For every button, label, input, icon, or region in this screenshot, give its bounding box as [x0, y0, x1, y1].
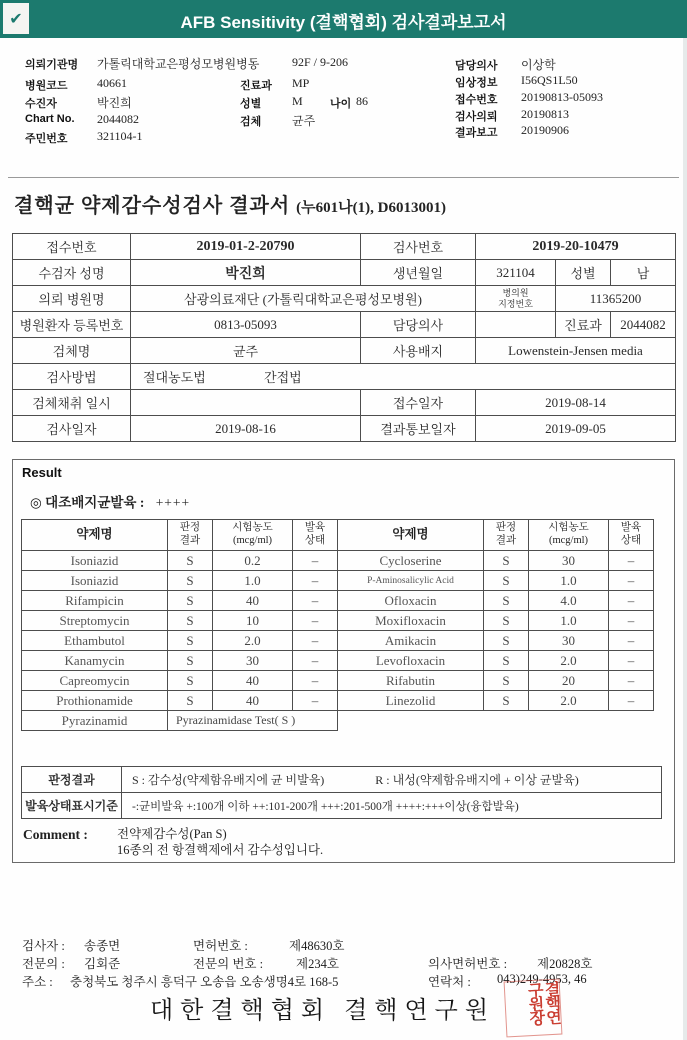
drug-name-cell: Cycloserine: [338, 551, 484, 571]
specimen-info-table: [12, 233, 676, 442]
judgment-cell: S: [484, 591, 529, 611]
info-value: 2019-20-10479: [476, 234, 676, 260]
dose-cell: 1.0: [529, 611, 609, 631]
judgment-cell: S: [484, 611, 529, 631]
judgment-cell: S: [484, 671, 529, 691]
resident-id-value: 321104-1: [97, 129, 143, 143]
judgment-cell: S: [168, 571, 213, 591]
drug-row: [22, 671, 654, 691]
drug-name-cell: Capreomycin: [22, 671, 168, 691]
growth-cell: –: [293, 671, 338, 691]
judgment-cell: S: [168, 591, 213, 611]
comment-line-1: 전약제감수성(Pan S): [117, 827, 227, 841]
resident-id-label: 주민번호: [25, 133, 68, 145]
info-label: 의뢰 병원명: [13, 286, 131, 312]
specimen-label: 검체: [240, 116, 262, 128]
dose-cell: 30: [529, 551, 609, 571]
judgment-cell: S: [168, 611, 213, 631]
dose-cell: 20: [529, 671, 609, 691]
info-row-dates: [13, 416, 676, 442]
info-label: 접수일자: [361, 390, 476, 416]
examiner-label: 검사자 :: [22, 939, 65, 953]
dose-header: [213, 520, 293, 551]
report-header-title: AFB Sensitivity (결핵협회) 검사결과보고서: [180, 13, 507, 32]
drug-row: [22, 631, 654, 651]
legend-judgment-content: [122, 767, 662, 793]
header-text: 결과: [179, 535, 201, 546]
legend-r-definition: R : 내성(약제함유배지에 + 이상 균발육): [375, 773, 579, 787]
result-section: [12, 459, 675, 863]
header-text: 약제명: [76, 527, 113, 542]
pyrazinamidase-test-cell: Pyrazinamidase Test( S ): [168, 711, 338, 731]
info-value: 321104: [476, 260, 556, 286]
drug-name-cell: Linezolid: [338, 691, 484, 711]
legend-s-definition: S : 감수성(약제함유배지에 균 비발육): [132, 773, 325, 787]
info-value: Lowenstein-Jensen media: [476, 338, 676, 364]
header-text: (mcg/ml): [548, 535, 589, 546]
judgment-cell: S: [168, 631, 213, 651]
dose-cell: 1.0: [529, 571, 609, 591]
report-title-code: (누601나(1), D6013001): [296, 200, 446, 216]
legend-table: [21, 766, 662, 819]
header-text: 결과: [495, 535, 517, 546]
judgment-cell: S: [168, 671, 213, 691]
method-indirect: 간접법: [264, 370, 302, 385]
clinical-info-value: I56QS1L50: [521, 73, 578, 87]
judgment-header: [168, 520, 213, 551]
header-text: 상태: [620, 535, 642, 546]
drug-name-cell: Prothionamide: [22, 691, 168, 711]
growth-cell: –: [293, 611, 338, 631]
growth-cell: –: [609, 651, 654, 671]
comment-label: Comment :: [23, 827, 88, 842]
dose-cell: 2.0: [529, 691, 609, 711]
empty-cell: [338, 711, 654, 731]
doctor-license-value: 제20828호: [537, 957, 593, 971]
doctor-license-label: 의사면허번호 :: [428, 957, 508, 971]
header-text: 판정: [179, 522, 201, 534]
info-value: 0813-05093: [131, 312, 361, 338]
dose-header: [529, 520, 609, 551]
info-row-method: [13, 364, 676, 390]
official-seal-stamp: 결핵연구원장: [504, 979, 563, 1038]
growth-cell: –: [609, 551, 654, 571]
specialist-value: 김회준: [84, 957, 121, 971]
license-no-value: 제48630호: [289, 939, 345, 953]
clinical-info-label: 임상정보: [455, 77, 498, 89]
info-label: 병원환자 등록번호: [13, 312, 131, 338]
drug-name-cell: Ethambutol: [22, 631, 168, 651]
header-text: 상태: [304, 535, 326, 546]
info-label-line: 병의원: [502, 288, 529, 299]
growth-header: [609, 520, 654, 551]
examinee-value: 박진희: [97, 96, 132, 110]
specimen-value: 균주: [292, 114, 316, 128]
info-label: 접수번호: [13, 234, 131, 260]
info-value: 2019-09-05: [476, 416, 676, 442]
specialist-no-label: 전문의 번호 :: [193, 957, 264, 971]
info-value: 삼광의료재단 (가톨릭대학교은평성모병원): [131, 286, 476, 312]
comment-line-2: 16종의 전 항결핵제에서 감수성입니다.: [117, 843, 324, 857]
drug-name-cell: Isoniazid: [22, 571, 168, 591]
chart-no-label: Chart No.: [25, 113, 75, 125]
result-section-label: Result: [22, 465, 62, 480]
info-label: [476, 286, 556, 312]
dose-cell: 40: [213, 691, 293, 711]
info-label: 검체채취 일시: [13, 390, 131, 416]
drug-name-cell: P-Aminosalicylic Acid: [338, 571, 484, 591]
info-value: 2019-08-16: [131, 416, 361, 442]
growth-cell: –: [293, 551, 338, 571]
request-date-label: 검사의뢰: [455, 111, 498, 123]
drug-row: [22, 571, 654, 591]
header-text: 시험농도: [232, 522, 273, 534]
info-label: 검사번호: [361, 234, 476, 260]
judgment-cell: S: [484, 691, 529, 711]
requesting-org-label: 의뢰기관명: [25, 59, 79, 71]
association-logo-icon: ✔: [9, 9, 23, 28]
judgment-cell: S: [484, 631, 529, 651]
chart-no-value: 2044082: [97, 112, 139, 126]
organization-name: 대한결핵협회 결핵연구원: [150, 998, 496, 1024]
legend-judgment-label: 판정결과: [22, 767, 122, 793]
control-growth-label: ◎ 대조배지균발육 :: [30, 495, 145, 510]
header-text: 발육: [620, 522, 642, 534]
growth-cell: –: [609, 671, 654, 691]
drug-name-header: [22, 520, 168, 551]
contact-value: 043)249-4953, 46: [497, 972, 587, 986]
growth-header: [293, 520, 338, 551]
age-label: 나이: [330, 98, 352, 110]
report-title-main: 결핵균 약제감수성검사 결과서: [14, 195, 291, 217]
info-row-examinee: [13, 260, 676, 286]
drug-row: [22, 551, 654, 571]
control-growth-value: ++++: [155, 495, 191, 510]
report-title: [14, 189, 446, 218]
info-row-receipt: [13, 234, 676, 260]
info-value: 남: [611, 260, 676, 286]
drug-name-cell: Ofloxacin: [338, 591, 484, 611]
judgment-cell: S: [168, 551, 213, 571]
legend-growth-label: 발육상태표시기준: [22, 793, 122, 819]
license-no-label: 면허번호 :: [193, 939, 248, 953]
receipt-no-label: 접수번호: [455, 94, 498, 106]
drug-name-cell: Levofloxacin: [338, 651, 484, 671]
dose-cell: 40: [213, 591, 293, 611]
requesting-org-value: 가톨릭대학교은평성모병원병동: [97, 57, 260, 71]
growth-cell: –: [609, 591, 654, 611]
info-value: 2019-01-2-20790: [131, 234, 361, 260]
legend-growth-row: [22, 793, 662, 819]
examinee-label: 수진자: [25, 98, 57, 110]
dose-cell: 2.0: [213, 631, 293, 651]
growth-cell: –: [609, 691, 654, 711]
drug-name-cell: Pyrazinamid: [22, 711, 168, 731]
growth-cell: –: [609, 571, 654, 591]
info-label: 검사일자: [13, 416, 131, 442]
info-row-collection: [13, 390, 676, 416]
title-bar: [0, 0, 687, 38]
dose-cell: 30: [529, 631, 609, 651]
hospital-code-label: 병원코드: [25, 80, 68, 92]
judgment-cell: S: [168, 651, 213, 671]
growth-cell: –: [293, 651, 338, 671]
drug-row: [22, 611, 654, 631]
specialist-no-value: 제234호: [296, 957, 339, 971]
info-value: [131, 390, 361, 416]
drug-name-cell: Rifampicin: [22, 591, 168, 611]
drug-name-cell: Kanamycin: [22, 651, 168, 671]
control-medium-growth: [30, 491, 190, 511]
address-label: 주소 :: [22, 975, 53, 989]
drug-name-cell: Amikacin: [338, 631, 484, 651]
info-value: [131, 364, 676, 390]
info-value: 2019-08-14: [476, 390, 676, 416]
info-label: 생년월일: [361, 260, 476, 286]
info-row-hospital: [13, 286, 676, 312]
drug-row: [22, 651, 654, 671]
info-row-patient-id: [13, 312, 676, 338]
info-label: 결과통보일자: [361, 416, 476, 442]
info-label-line: 지정번호: [498, 298, 533, 309]
info-label: 사용배지: [361, 338, 476, 364]
growth-cell: –: [609, 611, 654, 631]
report-date-label: 결과보고: [455, 127, 498, 139]
info-row-specimen: [13, 338, 676, 364]
judgment-cell: S: [168, 691, 213, 711]
drug-name-cell: Streptomycin: [22, 611, 168, 631]
report-date-value: 20190906: [521, 123, 569, 137]
request-date-value: 20190813: [521, 107, 569, 121]
contact-label: 연락처 :: [428, 975, 471, 989]
info-value: 균주: [131, 338, 361, 364]
drug-name-cell: Isoniazid: [22, 551, 168, 571]
header-text: (mcg/ml): [232, 535, 273, 546]
header-text: 시험농도: [548, 522, 589, 534]
dose-cell: 2.0: [529, 651, 609, 671]
growth-cell: –: [293, 631, 338, 651]
method-absolute-concentration: 절대농도법: [143, 370, 206, 385]
receipt-no-value: 20190813-05093: [521, 90, 603, 104]
ward-location-value: 92F / 9-206: [292, 55, 349, 69]
header-text: 판정: [495, 522, 517, 534]
dose-cell: 1.0: [213, 571, 293, 591]
growth-cell: –: [293, 571, 338, 591]
drug-row-pyrazinamid: [22, 711, 654, 731]
info-label: 검사방법: [13, 364, 131, 390]
info-label: 진료과: [556, 312, 611, 338]
drug-row: [22, 591, 654, 611]
legend-judgment-row: [22, 767, 662, 793]
judgment-cell: S: [484, 551, 529, 571]
attending-doctor-label: 담당의사: [455, 60, 498, 72]
info-label: 담당의사: [361, 312, 476, 338]
age-value: 86: [356, 94, 368, 108]
drug-header-row: [22, 520, 654, 551]
department-label: 진료과: [240, 80, 272, 92]
info-value: [476, 312, 556, 338]
drug-row: [22, 691, 654, 711]
judgment-header: [484, 520, 529, 551]
dose-cell: 0.2: [213, 551, 293, 571]
attending-doctor-value: 이상학: [521, 58, 556, 72]
info-value: 2044082: [611, 312, 676, 338]
growth-cell: –: [293, 591, 338, 611]
header-text: 발육: [304, 522, 326, 534]
info-label: 검체명: [13, 338, 131, 364]
drug-name-cell: Moxifloxacin: [338, 611, 484, 631]
susceptibility-table: [21, 519, 654, 731]
judgment-cell: S: [484, 571, 529, 591]
sex-value: M: [292, 94, 303, 108]
dose-cell: 4.0: [529, 591, 609, 611]
growth-cell: –: [293, 691, 338, 711]
info-value: 11365200: [556, 286, 676, 312]
dose-cell: 30: [213, 651, 293, 671]
examiner-value: 송종면: [84, 939, 121, 953]
drug-name-cell: Rifabutin: [338, 671, 484, 691]
info-label: 수검자 성명: [13, 260, 131, 286]
info-value: 박진희: [131, 260, 361, 286]
judgment-cell: S: [484, 651, 529, 671]
dose-cell: 10: [213, 611, 293, 631]
header-text: 약제명: [392, 527, 429, 542]
info-label: 성별: [556, 260, 611, 286]
legend-growth-content: -:균비발육 +:100개 이하 ++:101-200개 +++:201-500개 ++++:+++이상(융합발육): [122, 793, 662, 819]
department-value: MP: [292, 76, 310, 90]
drug-name-header: [338, 520, 484, 551]
section-divider: [8, 177, 679, 178]
growth-cell: –: [609, 631, 654, 651]
dose-cell: 40: [213, 671, 293, 691]
hospital-code-value: 40661: [97, 76, 127, 90]
page-right-edge: [683, 38, 687, 1040]
sex-label: 성별: [240, 98, 262, 110]
address-value: 충청북도 청주시 흥덕구 오송읍 오송생명4로 168-5: [70, 975, 339, 989]
specialist-label: 전문의 :: [22, 957, 65, 971]
